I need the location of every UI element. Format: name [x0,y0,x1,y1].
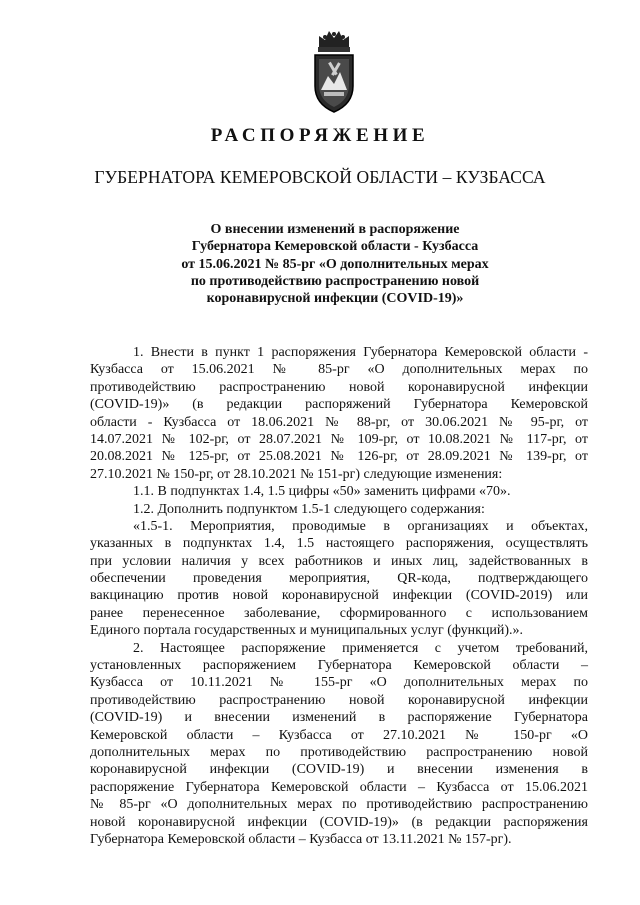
body-line: 2. Настоящее распоряжение применяется с учетом требований, [133,640,588,656]
body-line: указанных в подпунктах 1.4, 1.5 настоящего распоряжения, осуществлять [90,536,588,552]
body-line: 27.10.2021 № 150-рг, от 28.10.2021 № 151-рг) следующие изменения: [90,466,503,482]
document-title: РАСПОРЯЖЕНИЕ [210,125,430,146]
body-line: при условии наличия у всех работников и иных лиц, задействованных в [90,553,588,569]
body-line: 1. Внести в пункт 1 распоряжения Губернатора Кемеровской области - [133,345,588,360]
coat-of-arms-icon [311,28,357,114]
subject-line: О внесении изменений в распоряжение [210,222,460,237]
document-body [90,344,588,848]
body-line: распоряжение Губернатора Кемеровской области – Кузбасса от 15.06.2021 [90,779,588,795]
body-line: 14.07.2021 № 102-рг, от 28.07.2021 № 109-рг, от 10.08.2021 № 117-рг, от [90,431,588,447]
body-line: № 85-рг «О дополнительных мерах по противодействию распространению [90,797,588,813]
body-line: дополнительных мерах по противодействию распространению новой [90,744,588,760]
body-line: коронавирусной инфекции (COVID-19) и внесении изменения в [90,762,588,778]
subject-line: от 15.06.2021 № 85-рг «О дополнительных мерах [181,256,489,272]
body-line: противодействию распространению новой коронавирусной инфекции [90,379,588,395]
subject-line: по противодействию распространению новой [190,273,480,289]
body-line: Кемеровской области – Кузбасса от 27.10.2021 № 150-рг «О [90,727,588,743]
body-line: (COVID-19)» (в редакции распоряжений Губернатора Кемеровской [90,397,588,413]
body-line: Губернатора Кемеровской области – Кузбасса от 13.11.2021 № 157-рг). [90,831,512,847]
body-line: Кузбасса от 10.11.2021 № 155-рг «О дополнительных мерах по [90,675,588,691]
issuer-title: ГУБЕРНАТОРА КЕМЕРОВСКОЙ ОБЛАСТИ – КУЗБАССА [94,167,546,187]
body-line: 1.1. В подпунктах 1.4, 1.5 цифры «50» заменить цифрами «70». [133,484,511,500]
subject-line: коронавирусной инфекции (COVID-19)» [206,291,464,307]
body-line: ранее перенесенное заболевание, сформированного с использованием [90,605,588,621]
body-line: области - Кузбасса от 18.06.2021 № 88-рг, от 30.06.2021 № 95-рг, от [90,414,588,430]
body-line: противодействию распространению новой коронавирусной инфекции [90,692,588,708]
body-line: установленных распоряжением Губернатора Кемеровской области – [90,658,588,674]
body-line: вакцинацию против новой коронавирусной инфекции (COVID-2019) или [90,588,588,604]
body-line: 1.2. Дополнить подпунктом 1.5-1 следующего содержания: [133,501,485,517]
document-subject [130,221,540,307]
subject-line: Губернатора Кемеровской области - Кузбасса [191,239,479,255]
body-line: новой коронавирусной инфекции (COVID-19)» (в редакции распоряжения [90,814,588,830]
body-line: обеспечении проведения мероприятия, QR-кода, подтверждающего [90,571,588,587]
body-line: 20.08.2021 № 125-рг, от 25.08.2021 № 126-рг, от 28.09.2021 № 139-рг, от [90,449,588,465]
body-line: «1.5-1. Мероприятия, проводимые в организациях и объектах, [133,518,588,534]
body-line: Единого портала государственных и муниципальных услуг (функций).». [90,623,524,639]
body-line: Кузбасса от 15.06.2021 № 85-рг «О дополнительных мерах по [90,362,588,378]
body-line: (COVID-19) и внесении изменений в распоряжение Губернатора [90,710,588,726]
